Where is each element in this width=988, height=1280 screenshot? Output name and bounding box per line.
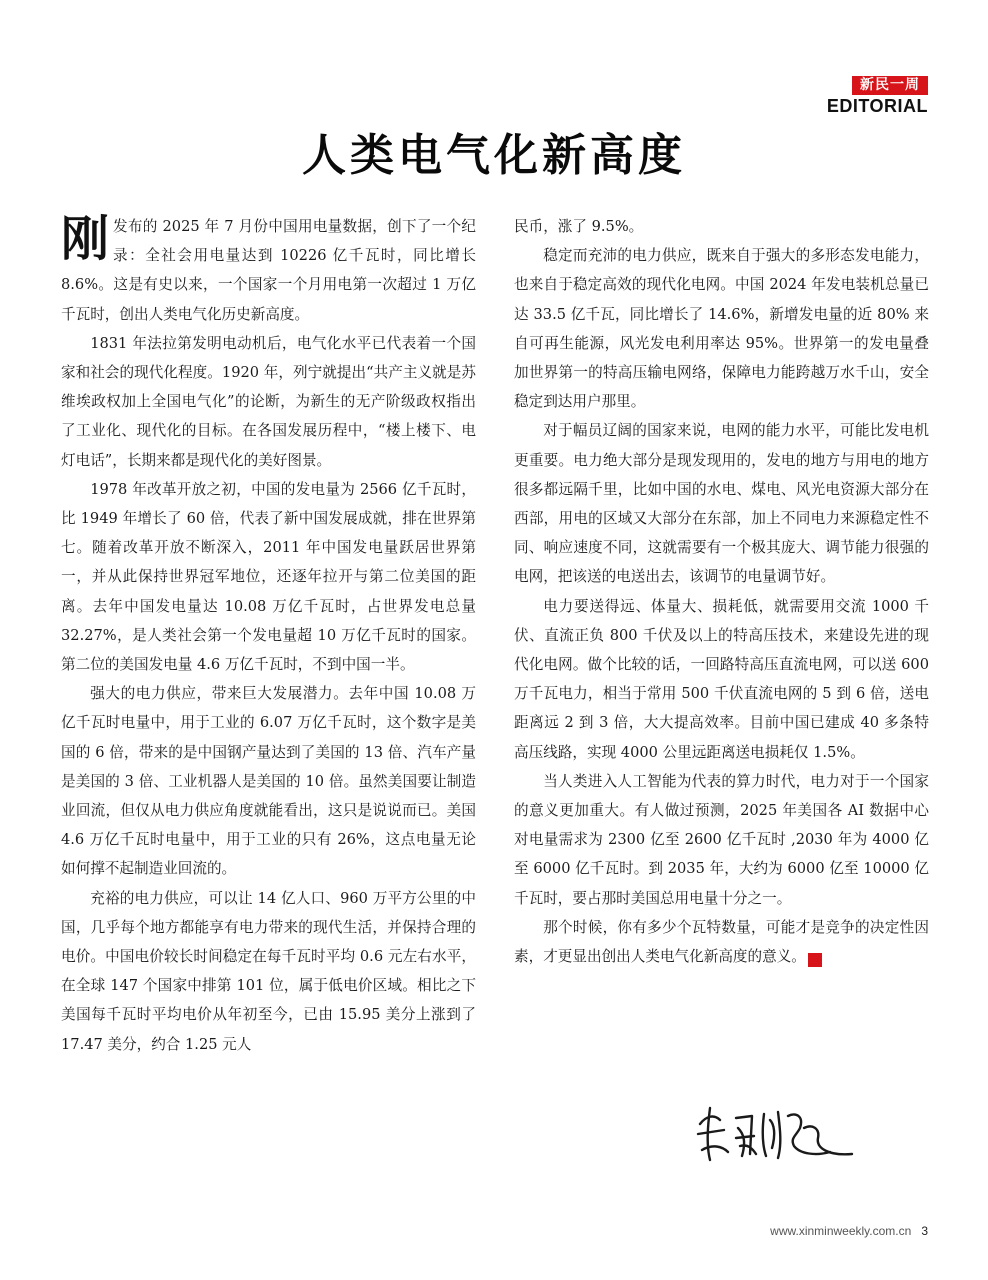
paragraph-10-text: 那个时候，你有多少个瓦特数量，可能才是竞争的决定性因素，才更显出创出人类电气化新高度的意义。 [514, 918, 929, 966]
paragraph-1-text: 发布的 2025 年 7 月份中国用电量数据，创下了一个纪录：全社会用电量达到 10226 亿千瓦时，同比增长 8.6%。这是有史以来，一个国家一个月用电第一次超过 1 万亿千瓦时，创出人类电气化历史新高度。 [61, 218, 476, 323]
drop-cap: 刚 [61, 211, 110, 267]
paragraph-2: 1831 年法拉第发明电动机后，电气化水平已代表着一个国家和社会的现代化程度。1920 年，列宁就提出“共产主义就是苏维埃政权加上全国电气化”的论断，为新生的无产阶级政权指出了工业化、现代化的目标。在各国发展历程中，“楼上楼下、电灯电话”，长期来都是现代化的美好图景。 [61, 334, 476, 469]
paragraph-5-continued: 民币，涨了 9.5%。 [514, 218, 644, 235]
paragraph-10 [514, 913, 929, 971]
paragraph-1 [61, 212, 476, 329]
paragraph-7: 对于幅员辽阔的国家来说，电网的能力水平，可能比发电机更重要。电力绝大部分是现发现用的，发电的地方与用电的地方很多都远隔千里，比如中国的水电、煤电、风光电资源大部分在西部，用电的区域又大部分在东部，加上不同电力来源稳定性不同、响应速度不同，这就需要有一个极其庞大、调节能力很强的电网，把该送的电送出去，该调节的电量调节好。 [514, 422, 929, 586]
website-url: www.xinminweekly.com.cn [770, 1224, 912, 1238]
paragraph-8: 电力要送得远、体量大、损耗低，就需要用交流 1000 千伏、直流正负 800 千伏及以上的特高压技术，来建设先进的现代化电网。做个比较的话，一回路特高压直流电网，可以送 600 万千瓦电力，相当于常用 500 千伏直流电网的 5 到 6 倍，送电距离远 2 到 3 倍，大大提高效率。目前中国已建成 40 多条特高压线路，实现 4000 公里远距离送电损耗仅 1.5%。 [514, 597, 929, 761]
author-signature [692, 1094, 872, 1174]
paragraph-6: 稳定而充沛的电力供应，既来自于强大的多形态发电能力，也来自于稳定高效的现代化电网。中国 2024 年发电装机总量已达 33.5 亿千瓦，同比增长了 14.6%，新增发电量的近 80% 来自可再生能源，风光发电利用率达 95%。世界第一的发电量叠加世界第一的特高压输电网络，保障电力能跨越万水千山，安全稳定到达用户那里。 [514, 247, 929, 411]
paragraph-9: 当人类进入人工智能为代表的算力时代，电力对于一个国家的意义更加重大。有人做过预测，2025 年美国各 AI 数据中心对电量需求为 2300 亿至 2600 亿千瓦时 ,2030 年为 4000 亿至 6000 亿千瓦时。到 2035 年，大约为 6000 亿至 10000 亿千瓦时，要占那时美国总用电量十分之一。 [514, 772, 929, 907]
paragraph-4: 强大的电力供应，带来巨大发展潜力。去年中国 10.08 万亿千瓦时电量中，用于工业的 6.07 万亿千瓦时，这个数字是美国的 6 倍，带来的是中国钢产量达到了美国的 13 倍、汽车产量是美国的 3 倍、工业机器人是美国的 10 倍。虽然美国要让制造业回流，但仅从电力供应角度就能看出，这只是说说而已。美国 4.6 万亿千瓦时电量中，用于工业的只有 26%，这点电量无论如何撑不起制造业回流的。 [61, 685, 476, 878]
footer [770, 1224, 928, 1238]
brand-badge: 新民一周 [852, 76, 928, 95]
page-title: 人类电气化新高度 [302, 130, 686, 181]
left-column [61, 212, 476, 1059]
paragraph-5: 充裕的电力供应，可以让 14 亿人口、960 万平方公里的中国，几乎每个地方都能享有电力带来的现代生活，并保持合理的电价。中国电价较长时间稳定在每千瓦时平均 0.6 元左右水平，在全球 147 个国家中排第 101 位，属于低电价区域。相比之下美国每千瓦时平均电价从年初至今，已由 15.95 美分上涨到了 17.47 美分，约合 1.25 元人 [61, 889, 476, 1053]
masthead [822, 74, 928, 116]
right-column [514, 212, 929, 971]
paragraph-3: 1978 年改革开放之初，中国的发电量为 2566 亿千瓦时，比 1949 年增长了 60 倍，代表了新中国发展成就，排在世界第七。随着改革开放不断深入，2011 年中国发电量跃居世界第一，并从此保持世界冠军地位，还逐年拉开与第二位美国的距离。去年中国发电量达 10.08 万亿千瓦时，占世界发电总量 32.27%，是人类社会第一个发电量超 10 万亿千瓦时的国家。第二位的美国发电量 4.6 万亿千瓦时，不到中国一半。 [61, 480, 476, 674]
section-label: EDITORIAL [826, 96, 928, 116]
page-number: 3 [921, 1224, 928, 1238]
end-mark-icon: 民 [808, 953, 822, 967]
